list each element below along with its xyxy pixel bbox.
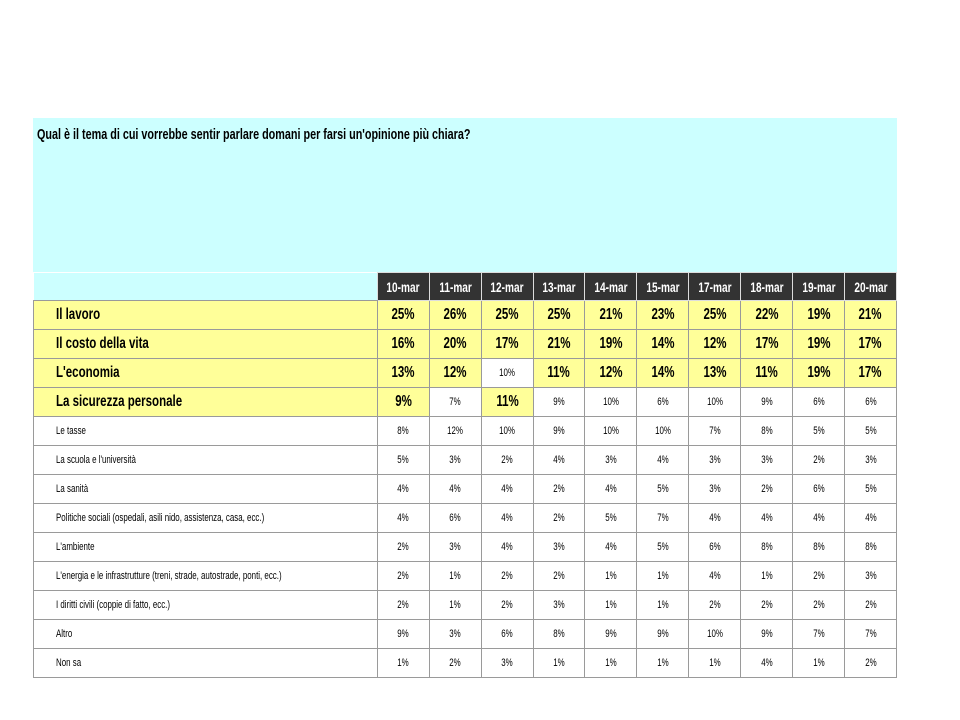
table-cell: 2% — [741, 475, 793, 504]
table-cell: 4% — [741, 504, 793, 533]
table-cell: 2% — [481, 562, 533, 591]
table-cell: 12% — [585, 359, 637, 388]
table-row — [34, 620, 897, 649]
table-row — [34, 533, 897, 562]
col-header: 14-mar — [585, 273, 637, 301]
table-cell: 23% — [637, 301, 689, 330]
table-cell: 3% — [533, 533, 585, 562]
table-cell: 9% — [377, 620, 429, 649]
table-cell: 6% — [481, 620, 533, 649]
table-cell: 8% — [845, 533, 897, 562]
table-cell: 17% — [741, 330, 793, 359]
table-cell: 16% — [377, 330, 429, 359]
row-label: Non sa — [34, 649, 378, 678]
table-row — [34, 475, 897, 504]
table-cell: 4% — [377, 475, 429, 504]
header-blank — [34, 273, 378, 301]
table-cell: 17% — [845, 330, 897, 359]
table-cell: 4% — [481, 475, 533, 504]
table-cell: 4% — [429, 475, 481, 504]
col-header: 17-mar — [689, 273, 741, 301]
table-cell: 10% — [637, 417, 689, 446]
table-cell: 1% — [585, 591, 637, 620]
table-cell: 4% — [793, 504, 845, 533]
table-row — [34, 649, 897, 678]
table-cell: 1% — [585, 562, 637, 591]
table-cell: 5% — [845, 417, 897, 446]
table-cell: 4% — [689, 562, 741, 591]
table-cell: 2% — [377, 533, 429, 562]
table-cell: 3% — [845, 562, 897, 591]
table-cell: 1% — [533, 649, 585, 678]
table-cell: 3% — [689, 446, 741, 475]
table-cell: 4% — [533, 446, 585, 475]
row-label: Il costo della vita — [34, 330, 378, 359]
table-cell: 6% — [793, 388, 845, 417]
row-label: La sanità — [34, 475, 378, 504]
table-cell: 19% — [793, 301, 845, 330]
table-cell: 4% — [481, 533, 533, 562]
row-label: I diritti civili (coppie di fatto, ecc.) — [34, 591, 378, 620]
col-header: 15-mar — [637, 273, 689, 301]
col-header: 18-mar — [741, 273, 793, 301]
table-row — [34, 504, 897, 533]
table-cell: 1% — [429, 562, 481, 591]
row-label: La scuola e l'università — [34, 446, 378, 475]
table-cell: 1% — [637, 649, 689, 678]
table-cell: 12% — [429, 417, 481, 446]
row-label: L'energia e le infrastrutture (treni, strade, autostrade, ponti, ecc.) — [34, 562, 378, 591]
row-label: Il lavoro — [34, 301, 378, 330]
table-cell: 2% — [377, 591, 429, 620]
table-cell: 2% — [481, 591, 533, 620]
table-row — [34, 417, 897, 446]
table-cell: 2% — [481, 446, 533, 475]
table-cell: 6% — [637, 388, 689, 417]
table-cell: 12% — [689, 330, 741, 359]
table-cell: 5% — [377, 446, 429, 475]
table-cell: 1% — [637, 591, 689, 620]
table-cell: 3% — [429, 533, 481, 562]
col-header: 20-mar — [845, 273, 897, 301]
table-cell: 1% — [793, 649, 845, 678]
table-cell: 1% — [429, 591, 481, 620]
row-label: Altro — [34, 620, 378, 649]
table-cell: 3% — [845, 446, 897, 475]
table-cell: 5% — [845, 475, 897, 504]
table-cell: 19% — [793, 359, 845, 388]
table-cell: 8% — [741, 533, 793, 562]
table-cell: 1% — [377, 649, 429, 678]
col-header: 11-mar — [429, 273, 481, 301]
col-header: 12-mar — [481, 273, 533, 301]
table-cell: 10% — [585, 388, 637, 417]
table-cell: 2% — [689, 591, 741, 620]
table-cell: 4% — [585, 533, 637, 562]
table-cell: 7% — [689, 417, 741, 446]
table-cell: 9% — [533, 417, 585, 446]
table-cell: 1% — [637, 562, 689, 591]
table-cell: 1% — [689, 649, 741, 678]
table-row — [34, 591, 897, 620]
table-row — [34, 388, 897, 417]
table-cell: 21% — [845, 301, 897, 330]
table-row — [34, 446, 897, 475]
table-cell: 13% — [377, 359, 429, 388]
table-cell: 5% — [793, 417, 845, 446]
table-row — [34, 301, 897, 330]
table-cell: 4% — [585, 475, 637, 504]
table-cell: 25% — [377, 301, 429, 330]
table-cell: 6% — [845, 388, 897, 417]
table-cell: 3% — [429, 446, 481, 475]
table-cell: 3% — [429, 620, 481, 649]
table-cell: 5% — [637, 475, 689, 504]
table-cell: 9% — [741, 388, 793, 417]
table-cell: 6% — [429, 504, 481, 533]
row-label: La sicurezza personale — [34, 388, 378, 417]
table-cell: 2% — [533, 504, 585, 533]
table-cell: 1% — [585, 649, 637, 678]
table-cell: 7% — [637, 504, 689, 533]
table-cell: 13% — [689, 359, 741, 388]
table-cell: 8% — [377, 417, 429, 446]
table-cell: 25% — [533, 301, 585, 330]
table-cell: 11% — [481, 388, 533, 417]
table-cell: 10% — [481, 359, 533, 388]
table-cell: 2% — [533, 562, 585, 591]
table-cell: 10% — [585, 417, 637, 446]
table-cell: 2% — [845, 649, 897, 678]
table-cell: 17% — [845, 359, 897, 388]
table-cell: 6% — [793, 475, 845, 504]
table-cell: 8% — [741, 417, 793, 446]
table-cell: 2% — [845, 591, 897, 620]
results-table — [33, 272, 897, 678]
survey-board — [33, 118, 897, 676]
table-cell: 7% — [845, 620, 897, 649]
col-header: 10-mar — [377, 273, 429, 301]
table-cell: 9% — [377, 388, 429, 417]
table-cell: 5% — [585, 504, 637, 533]
table-cell: 19% — [585, 330, 637, 359]
question-header — [33, 118, 897, 272]
row-label: Le tasse — [34, 417, 378, 446]
table-cell: 26% — [429, 301, 481, 330]
table-cell: 8% — [533, 620, 585, 649]
table-cell: 9% — [533, 388, 585, 417]
table-cell: 3% — [741, 446, 793, 475]
col-header: 19-mar — [793, 273, 845, 301]
table-cell: 10% — [689, 388, 741, 417]
table-cell: 19% — [793, 330, 845, 359]
table-cell: 7% — [793, 620, 845, 649]
table-cell: 3% — [689, 475, 741, 504]
question-title: Qual è il tema di cui vorrebbe sentir parlare domani per farsi un'opinione più chiara? — [37, 126, 471, 143]
table-cell: 4% — [377, 504, 429, 533]
table-cell: 8% — [793, 533, 845, 562]
table-cell: 2% — [793, 562, 845, 591]
table-cell: 21% — [585, 301, 637, 330]
col-header: 13-mar — [533, 273, 585, 301]
table-cell: 3% — [533, 591, 585, 620]
table-cell: 21% — [533, 330, 585, 359]
table-cell: 5% — [637, 533, 689, 562]
table-row — [34, 330, 897, 359]
table-cell: 4% — [845, 504, 897, 533]
table-cell: 4% — [741, 649, 793, 678]
header-row — [34, 273, 897, 301]
table-cell: 6% — [689, 533, 741, 562]
table-cell: 22% — [741, 301, 793, 330]
table-cell: 7% — [429, 388, 481, 417]
table-cell: 2% — [741, 591, 793, 620]
table-cell: 10% — [689, 620, 741, 649]
table-cell: 12% — [429, 359, 481, 388]
row-label: L'ambiente — [34, 533, 378, 562]
table-cell: 2% — [429, 649, 481, 678]
table-row — [34, 359, 897, 388]
table-cell: 3% — [481, 649, 533, 678]
table-cell: 2% — [793, 591, 845, 620]
table-cell: 10% — [481, 417, 533, 446]
row-label: L'economia — [34, 359, 378, 388]
table-cell: 11% — [533, 359, 585, 388]
table-cell: 20% — [429, 330, 481, 359]
table-cell: 25% — [689, 301, 741, 330]
table-cell: 4% — [689, 504, 741, 533]
table-cell: 9% — [741, 620, 793, 649]
table-cell: 9% — [585, 620, 637, 649]
table-cell: 14% — [637, 330, 689, 359]
table-row — [34, 562, 897, 591]
table-cell: 2% — [377, 562, 429, 591]
table-cell: 1% — [741, 562, 793, 591]
row-label: Politiche sociali (ospedali, asili nido, assistenza, casa, ecc.) — [34, 504, 378, 533]
table-cell: 14% — [637, 359, 689, 388]
table-cell: 4% — [481, 504, 533, 533]
table-cell: 17% — [481, 330, 533, 359]
table-cell: 4% — [637, 446, 689, 475]
table-cell: 25% — [481, 301, 533, 330]
table-cell: 2% — [793, 446, 845, 475]
table-cell: 2% — [533, 475, 585, 504]
table-cell: 11% — [741, 359, 793, 388]
table-cell: 9% — [637, 620, 689, 649]
table-cell: 3% — [585, 446, 637, 475]
